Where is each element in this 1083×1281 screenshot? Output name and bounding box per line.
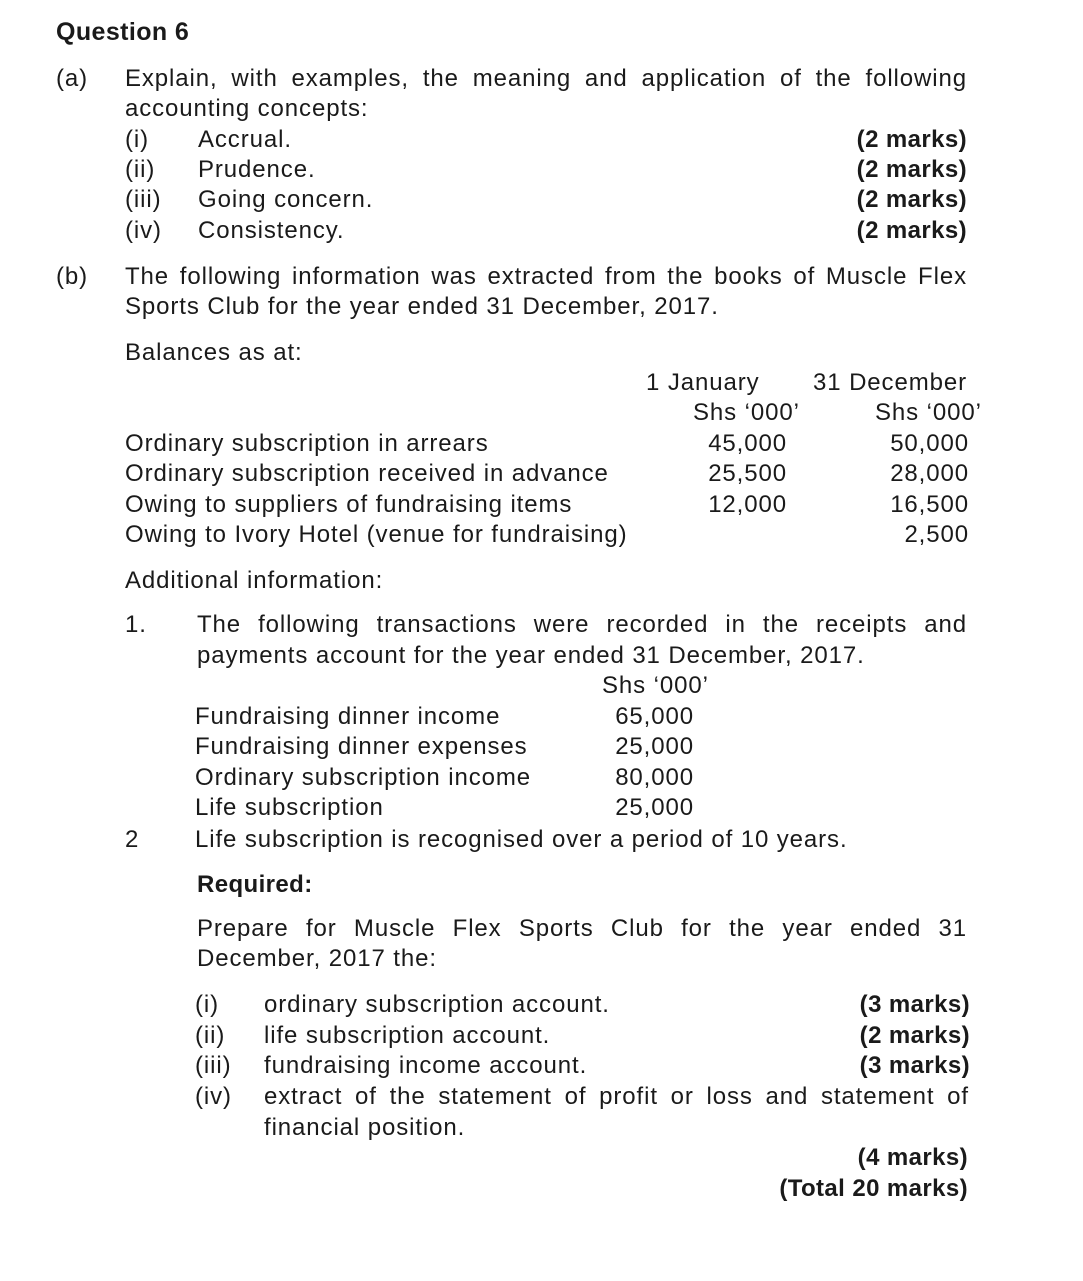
part-a-item-4-text: Consistency. bbox=[198, 217, 345, 244]
required-item-4-num: (iv) bbox=[195, 1083, 232, 1110]
note-1-row-1-value: 65,000 bbox=[615, 703, 694, 730]
additional-heading: Additional information: bbox=[125, 567, 384, 594]
note-2-num: 2 bbox=[125, 826, 140, 853]
part-a-item-4-num: (iv) bbox=[125, 217, 162, 244]
required-item-2-num: (ii) bbox=[195, 1022, 226, 1049]
balances-row-2-jan: 25,500 bbox=[708, 460, 787, 487]
required-item-4-text: extract of the statement of profit or loss and statement of bbox=[264, 1083, 969, 1110]
required-item-2-marks: (2 marks) bbox=[859, 1022, 970, 1049]
total-marks: (Total 20 marks) bbox=[779, 1175, 968, 1202]
note-1-row-2-value: 25,000 bbox=[615, 733, 694, 760]
note-2-text: Life subscription is recognised over a period of 10 years. bbox=[195, 826, 848, 853]
part-a-label: (a) bbox=[56, 65, 89, 92]
part-a-item-2-num: (ii) bbox=[125, 156, 156, 183]
note-1-line2: payments account for the year ended 31 December, 2017. bbox=[197, 642, 865, 669]
balances-col2-heading: 31 December bbox=[813, 369, 967, 396]
part-b-intro-line2: Sports Club for the year ended 31 December, 2017. bbox=[125, 293, 719, 320]
part-a-item-2-marks: (2 marks) bbox=[856, 156, 967, 183]
part-a-item-4-marks: (2 marks) bbox=[856, 217, 967, 244]
required-item-1-marks: (3 marks) bbox=[859, 991, 970, 1018]
required-item-1-text: ordinary subscription account. bbox=[264, 991, 610, 1018]
part-a-item-3-marks: (2 marks) bbox=[856, 186, 967, 213]
balances-row-2-dec: 28,000 bbox=[890, 460, 969, 487]
balances-heading: Balances as at: bbox=[125, 339, 303, 366]
question-title: Question 6 bbox=[56, 18, 190, 46]
part-a-item-3-num: (iii) bbox=[125, 186, 162, 213]
note-1-line1: The following transactions were recorded in the receipts and bbox=[197, 611, 967, 638]
required-heading: Required: bbox=[197, 871, 313, 898]
required-item-4-marks: (4 marks) bbox=[857, 1144, 968, 1171]
balances-row-3-label: Owing to suppliers of fundraising items bbox=[125, 491, 573, 518]
note-1-unit: Shs ‘000’ bbox=[602, 672, 709, 699]
note-1-row-4-label: Life subscription bbox=[195, 794, 384, 821]
part-a-item-2-text: Prudence. bbox=[198, 156, 316, 183]
balances-col2-unit: Shs ‘000’ bbox=[875, 399, 982, 426]
part-a-item-1-text: Accrual. bbox=[198, 126, 292, 153]
balances-row-4-label: Owing to Ivory Hotel (venue for fundraising) bbox=[125, 521, 628, 548]
balances-row-1-label: Ordinary subscription in arrears bbox=[125, 430, 489, 457]
required-item-4-text2: financial position. bbox=[264, 1114, 466, 1141]
note-1-row-3-label: Ordinary subscription income bbox=[195, 764, 531, 791]
part-b-label: (b) bbox=[56, 263, 89, 290]
required-item-3-text: fundraising income account. bbox=[264, 1052, 588, 1079]
balances-row-3-dec: 16,500 bbox=[890, 491, 969, 518]
note-1-row-2-label: Fundraising dinner expenses bbox=[195, 733, 528, 760]
part-a-item-3-text: Going concern. bbox=[198, 186, 374, 213]
note-1-num: 1. bbox=[125, 611, 147, 638]
balances-row-1-dec: 50,000 bbox=[890, 430, 969, 457]
required-item-2-text: life subscription account. bbox=[264, 1022, 551, 1049]
required-item-3-marks: (3 marks) bbox=[859, 1052, 970, 1079]
note-1-row-4-value: 25,000 bbox=[615, 794, 694, 821]
balances-col1-heading: 1 January bbox=[646, 369, 760, 396]
note-1-row-3-value: 80,000 bbox=[615, 764, 694, 791]
balances-row-1-jan: 45,000 bbox=[708, 430, 787, 457]
part-a-item-1-marks: (2 marks) bbox=[856, 126, 967, 153]
balances-row-2-label: Ordinary subscription received in advance bbox=[125, 460, 609, 487]
balances-col1-unit: Shs ‘000’ bbox=[693, 399, 800, 426]
part-a-intro-line1: Explain, with examples, the meaning and application of the following bbox=[125, 65, 967, 92]
required-line1: Prepare for Muscle Flex Sports Club for the year ended 31 bbox=[197, 915, 967, 942]
part-a-item-1-num: (i) bbox=[125, 126, 150, 153]
note-1-row-1-label: Fundraising dinner income bbox=[195, 703, 501, 730]
part-b-intro-line1: The following information was extracted from the books of Muscle Flex bbox=[125, 263, 967, 290]
balances-row-3-jan: 12,000 bbox=[708, 491, 787, 518]
balances-row-4-dec: 2,500 bbox=[904, 521, 969, 548]
required-line2: December, 2017 the: bbox=[197, 945, 437, 972]
required-item-1-num: (i) bbox=[195, 991, 220, 1018]
part-a-intro-line2: accounting concepts: bbox=[125, 95, 369, 122]
required-item-3-num: (iii) bbox=[195, 1052, 232, 1079]
